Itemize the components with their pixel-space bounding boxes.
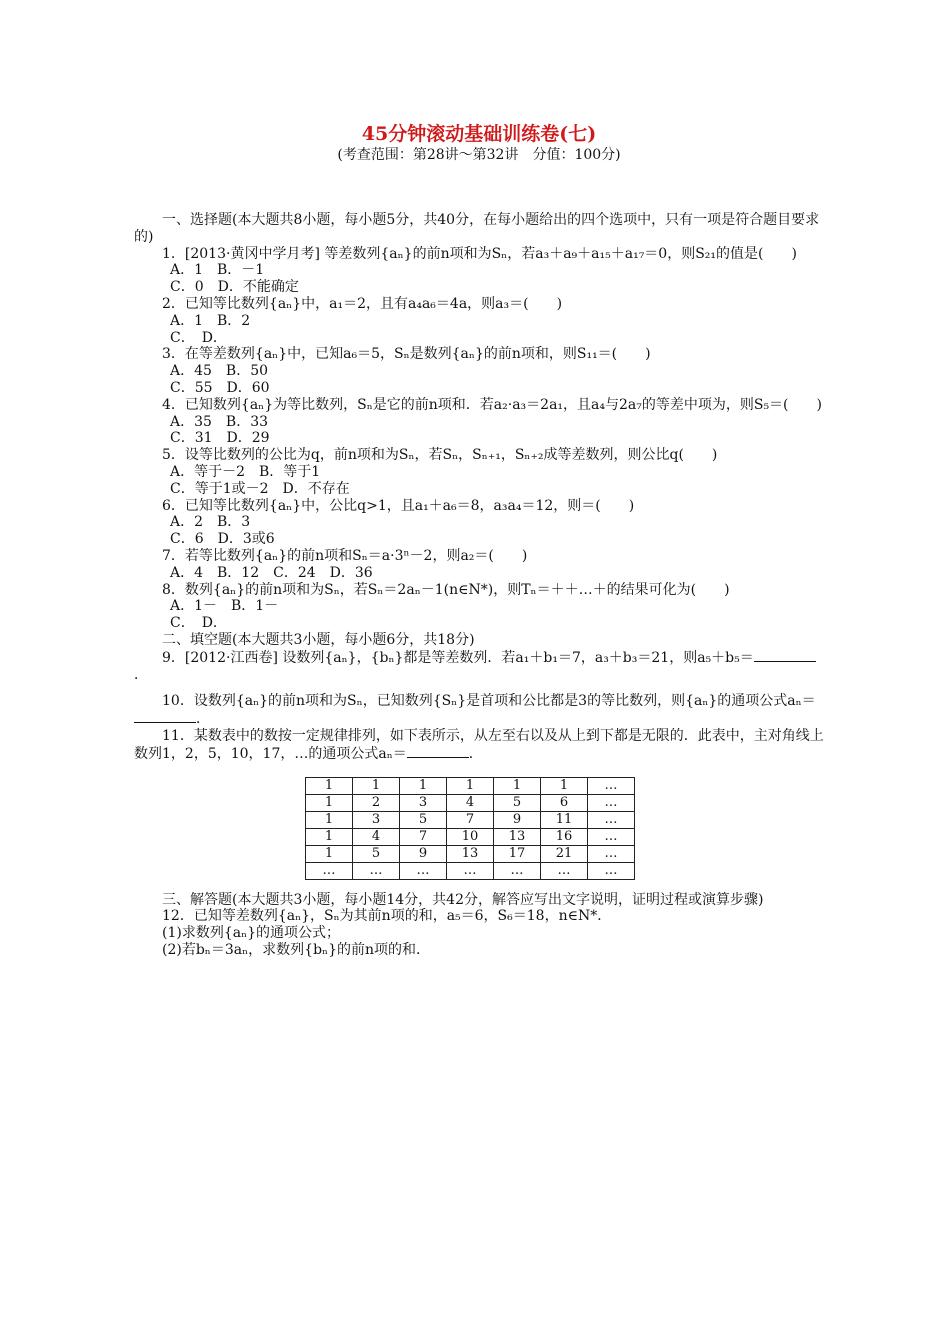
table-cell: …: [353, 862, 400, 879]
table-cell: 1: [306, 811, 353, 828]
question-9-text: 9．[2012·江西卷] 设数列{aₙ}，{bₙ}都是等差数列．若a₁＋b₁＝7，a₃＋b₃＝21，则a₅＋b₅＝: [162, 649, 754, 666]
q3-options-row1: A．45 B．50: [170, 363, 269, 380]
q7-options-row1: A．4 B．12 C．24 D．36: [170, 564, 373, 581]
question-3: 3．在等差数列{aₙ}中，已知a₆＝5，Sₙ是数列{aₙ}的前n项和，则S₁₁＝( ): [162, 346, 651, 363]
question-body: [134, 212, 824, 959]
table-cell: 6: [541, 794, 588, 811]
table-cell: …: [447, 862, 494, 879]
table-cell: …: [588, 828, 635, 845]
table-cell: …: [588, 862, 635, 879]
question-9: [134, 649, 824, 684]
table-cell: 9: [494, 811, 541, 828]
table-cell: 2: [353, 794, 400, 811]
question-1: 1．[2013·黄冈中学月考] 等差数列{aₙ}的前n项和为Sₙ，若a₃＋a₉＋a₁₅＋a₁₇＝0，则S₂₁的值是( ): [162, 245, 797, 262]
table-cell: …: [588, 811, 635, 828]
answer-blank-9[interactable]: [754, 649, 816, 662]
table-cell: 21: [541, 845, 588, 862]
table-row: [306, 862, 635, 879]
table-cell: 17: [494, 845, 541, 862]
table-cell: 3: [353, 811, 400, 828]
section-heading-solve: 三、解答题(本大题共3小题，每小题14分，共42分，解答应写出文字说明，证明过程或演算步骤): [162, 891, 764, 908]
table-cell: 1: [306, 777, 353, 794]
table-cell: 1: [306, 828, 353, 845]
table-row: [306, 828, 635, 845]
question-12-part-1: (1)求数列{aₙ}的通项公式；: [162, 925, 341, 942]
table-cell: 1: [447, 777, 494, 794]
table-cell: …: [588, 845, 635, 862]
table-cell: 1: [306, 794, 353, 811]
q6-options-row2: C．6 D．3或6: [170, 531, 275, 548]
question-7: 7．若等比数列{aₙ}的前n项和Sₙ＝a·3ⁿ－2，则a₂＝( ): [162, 547, 528, 564]
question-9-end: ．: [134, 666, 148, 683]
section-heading-fill: 二、填空题(本大题共3小题，每小题6分，共18分): [162, 631, 475, 648]
q5-options-row1: A．等于－2 B．等于1: [170, 463, 321, 480]
question-4: 4．已知数列{aₙ}为等比数列，Sₙ是它的前n项和．若a₂·a₃＝2a₁，且a₄与2a₇的等差中项为，则S₅＝( ): [162, 396, 822, 413]
table-cell: 9: [400, 845, 447, 862]
q8-options-row1: A．1－ B．1－: [170, 598, 279, 615]
table-cell: 1: [306, 845, 353, 862]
question-11: [134, 728, 824, 763]
table-row: [306, 845, 635, 862]
table-cell: …: [588, 777, 635, 794]
table-cell: 11: [541, 811, 588, 828]
q1-options-row1: A．1 B．－1: [170, 262, 265, 279]
table-cell: 1: [400, 777, 447, 794]
table-cell: 3: [400, 794, 447, 811]
table-cell: …: [494, 862, 541, 879]
q4-options-row2: C．31 D．29: [170, 430, 270, 447]
section-heading-choice: 一、选择题(本大题共8小题，每小题5分，共40分，在每小题给出的四个选项中，只有一项是符合题目要求的): [134, 212, 820, 245]
question-8: 8．数列{aₙ}的前n项和为Sₙ，若Sₙ＝2aₙ－1(n∈N*)，则Tₙ＝＋＋…＋的结果可化为( ): [162, 581, 730, 598]
table-cell: 1: [541, 777, 588, 794]
table-row: [306, 811, 635, 828]
question-10-end: ．: [196, 711, 210, 728]
table-row: [306, 794, 635, 811]
q5-options-row2: C．等于1或－2 D．不存在: [170, 480, 350, 497]
table-cell: …: [400, 862, 447, 879]
page-title: 45分钟滚动基础训练卷(七): [361, 123, 597, 145]
table-cell: 1: [494, 777, 541, 794]
table-cell: …: [588, 794, 635, 811]
page-subtitle: (考查范围：第28讲～第32讲 分值：100分): [337, 147, 621, 163]
question-10-text: 10．设数列{aₙ}的前n项和为Sₙ，已知数列{Sₙ}是首项和公比都是3的等比数列，则{aₙ}的通项公式aₙ＝: [162, 693, 816, 710]
answer-blank-11[interactable]: [407, 745, 469, 758]
table-cell: 13: [494, 828, 541, 845]
q4-options-row1: A．35 B．33: [170, 413, 269, 430]
table-cell: …: [541, 862, 588, 879]
question-12: 12．已知等差数列{aₙ}，Sₙ为其前n项的和，a₅＝6，S₆＝18，n∈N*．: [162, 908, 612, 925]
q8-options-row2: C． D．: [170, 615, 227, 632]
question-12-part-2: (2)若bₙ＝3aₙ，求数列{bₙ}的前n项的和．: [162, 941, 431, 958]
table-cell: …: [306, 862, 353, 879]
table-cell: 1: [353, 777, 400, 794]
question-2: 2．已知等比数列{aₙ}中，a₁＝2，且有a₄a₆＝4a，则a₃＝( ): [162, 295, 563, 312]
table-cell: 10: [447, 828, 494, 845]
table-cell: 4: [353, 828, 400, 845]
table-cell: 7: [447, 811, 494, 828]
q2-options-row2: C． D．: [170, 329, 227, 346]
table-row: [306, 777, 635, 794]
q3-options-row2: C．55 D．60: [170, 379, 270, 396]
table-cell: 16: [541, 828, 588, 845]
question-11-end: ．: [468, 745, 483, 762]
question-6: 6．已知等比数列{aₙ}中，公比q>1，且a₁＋a₆＝8，a₃a₄＝12，则＝( ): [162, 497, 635, 514]
table-cell: 5: [353, 845, 400, 862]
question-11-text: 11．某数表中的数按一定规律排列，如下表所示，从左至右以及从上到下都是无限的．此表中，主对角线上数列1，2，5，10，17，…的通项公式aₙ＝: [134, 727, 824, 762]
q6-options-row1: A．2 B．3: [170, 514, 251, 531]
answer-blank-10[interactable]: [134, 710, 196, 723]
table-cell: 5: [400, 811, 447, 828]
table-cell: 13: [447, 845, 494, 862]
table-cell: 4: [447, 794, 494, 811]
number-table: [305, 777, 635, 880]
table-cell: 7: [400, 828, 447, 845]
question-10: [134, 693, 824, 728]
question-5: 5．设等比数列的公比为q，前n项和为Sₙ，若Sₙ，Sₙ₊₁，Sₙ₊₂成等差数列，则公比q( ): [162, 447, 718, 464]
q2-options-row1: A．1 B．2: [170, 312, 251, 329]
q1-options-row2: C．0 D．不能确定: [170, 279, 299, 296]
table-cell: 5: [494, 794, 541, 811]
